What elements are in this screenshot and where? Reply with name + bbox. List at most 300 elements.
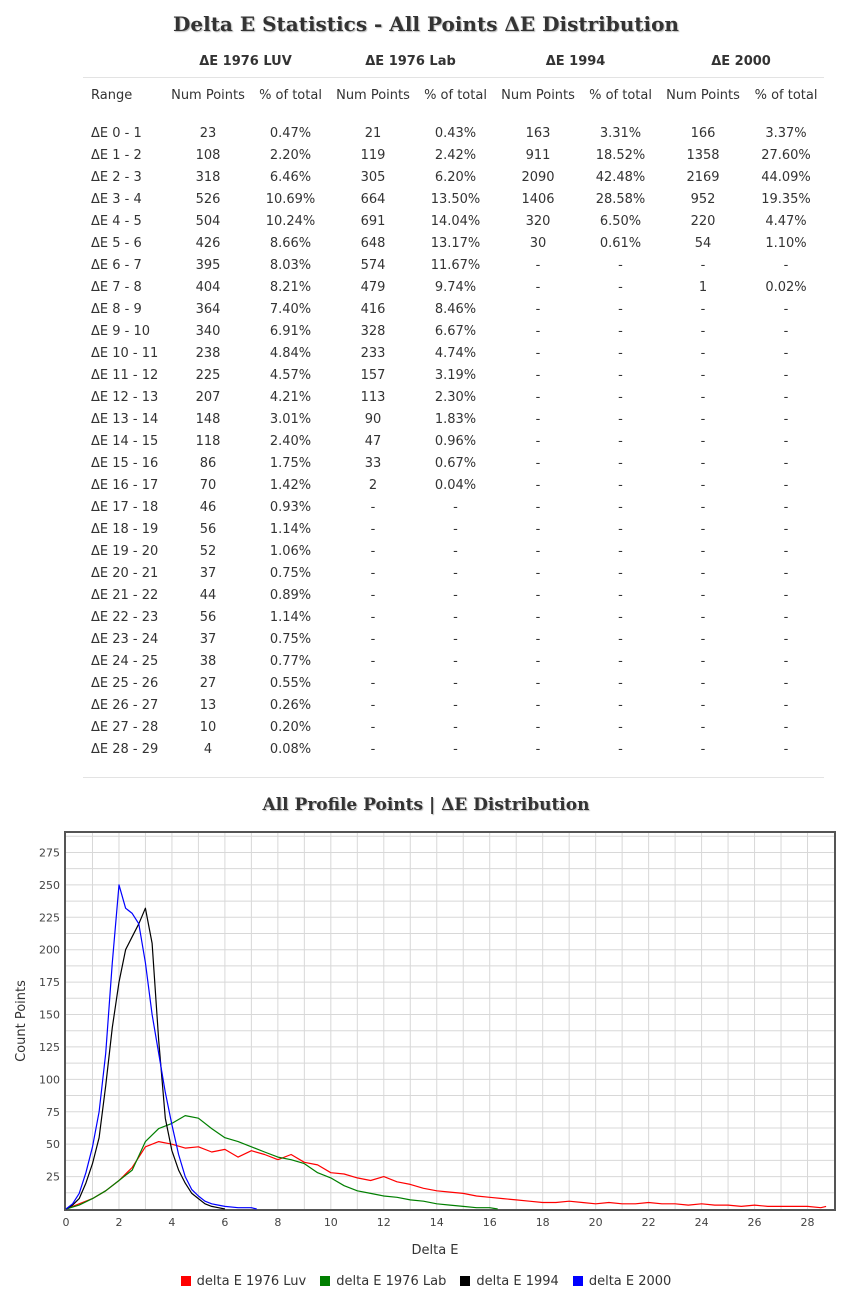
num-points-cell: 47	[364, 433, 382, 449]
num-points-cell: -	[535, 389, 541, 405]
y-tick-label: 50	[46, 1138, 60, 1152]
y-tick-label: 150	[39, 1008, 60, 1022]
num-points-cell: 2090	[521, 169, 555, 185]
num-points-header: Num Points	[501, 87, 575, 103]
pct-cell: -	[783, 675, 789, 691]
num-points-cell: 4	[203, 741, 213, 757]
pct-cell: 44.09%	[761, 169, 811, 185]
range-cell: ΔE 11 - 12	[91, 367, 159, 383]
num-points-cell: 395	[195, 257, 221, 273]
legend-label: delta E 1976 Lab	[336, 1274, 447, 1289]
group-header-1994: ΔE 1994	[493, 46, 658, 78]
chart-title: All Profile Points | ΔE Distribution	[262, 795, 590, 815]
pct-cell: 7.40%	[269, 301, 312, 317]
range-cell: ΔE 16 - 17	[91, 477, 159, 493]
pct-cell: 0.77%	[269, 653, 312, 669]
pct-cell: -	[618, 389, 623, 405]
num-points-cell: 404	[195, 279, 221, 295]
pct-cell: 0.61%	[599, 235, 642, 251]
num-points-cell: 52	[199, 543, 217, 559]
num-points-cell: 23	[199, 125, 217, 141]
range-cell: ΔE 1 - 2	[91, 147, 142, 163]
pct-cell: -	[783, 433, 789, 449]
legend-swatch	[320, 1276, 330, 1286]
pct-cell: 0.93%	[269, 499, 312, 515]
num-points-cell: 479	[360, 279, 386, 295]
spacer	[83, 112, 824, 122]
pct-cell: 2.20%	[269, 147, 312, 163]
num-points-cell: 1406	[521, 191, 555, 207]
delta-e-stats-table	[83, 46, 824, 760]
num-points-cell: -	[370, 499, 376, 515]
range-cell: ΔE 20 - 21	[91, 565, 159, 581]
pct-cell: 0.20%	[269, 719, 312, 735]
pct-cell: 19.35%	[761, 191, 811, 207]
pct-cell: -	[783, 257, 789, 273]
num-points-cell: 207	[195, 389, 221, 405]
pct-cell: -	[783, 323, 789, 339]
range-cell: ΔE 27 - 28	[91, 719, 159, 735]
pct-cell: -	[618, 609, 623, 625]
num-points-cell: 90	[364, 411, 382, 427]
pct-cell: -	[618, 543, 623, 559]
num-points-cell: 233	[360, 345, 386, 361]
num-points-cell: 108	[195, 147, 221, 163]
x-axis-label: Delta E	[411, 1243, 459, 1258]
pct-cell: -	[618, 411, 623, 427]
pct-cell: -	[618, 697, 623, 713]
num-points-cell: 416	[360, 301, 386, 317]
num-points-cell: 664	[360, 191, 386, 207]
num-points-cell: -	[700, 323, 706, 339]
table-row	[83, 694, 824, 716]
num-points-cell: 27	[199, 675, 217, 691]
num-points-cell: 37	[199, 631, 217, 647]
num-points-cell: 119	[360, 147, 386, 163]
table-row	[83, 584, 824, 606]
range-cell: ΔE 5 - 6	[91, 235, 142, 251]
num-points-cell: -	[700, 609, 706, 625]
range-cell: ΔE 21 - 22	[91, 587, 159, 603]
num-points-cell: -	[535, 257, 541, 273]
num-points-cell: -	[535, 499, 541, 515]
range-cell: ΔE 2 - 3	[91, 169, 142, 185]
pct-cell: 10.69%	[265, 191, 316, 207]
pct-cell: -	[618, 367, 623, 383]
num-points-cell: -	[535, 719, 541, 735]
num-points-cell: -	[370, 609, 376, 625]
pct-cell: 0.75%	[269, 631, 312, 647]
pct-cell: -	[783, 367, 789, 383]
pct-cell: -	[783, 301, 789, 317]
table-row	[83, 628, 824, 650]
num-points-cell: -	[700, 587, 706, 603]
num-points-cell: -	[700, 565, 706, 581]
num-points-cell: 21	[364, 125, 382, 141]
legend-label: delta E 1994	[476, 1274, 559, 1289]
pct-cell: 1.14%	[269, 609, 312, 625]
table-row	[83, 716, 824, 738]
legend-item[interactable]	[573, 1274, 672, 1289]
pct-cell: -	[783, 389, 789, 405]
num-points-cell: 504	[195, 213, 221, 229]
num-points-cell: 166	[690, 125, 716, 141]
plot-frame	[65, 832, 835, 1210]
pct-header: % of total	[754, 87, 818, 103]
pct-cell: 0.02%	[765, 279, 807, 295]
num-points-cell: -	[370, 587, 376, 603]
num-points-cell: 648	[360, 235, 386, 251]
num-points-cell: 113	[360, 389, 386, 405]
legend-label: delta E 1976 Luv	[196, 1274, 307, 1289]
range-cell: ΔE 7 - 8	[91, 279, 142, 295]
x-tick-label: 22	[641, 1216, 656, 1229]
pct-cell: 13.17%	[430, 235, 481, 251]
pct-cell: 42.48%	[595, 169, 646, 185]
pct-cell: -	[783, 697, 789, 713]
num-points-cell: 952	[690, 191, 716, 207]
pct-cell: -	[618, 719, 623, 735]
legend-item[interactable]	[181, 1274, 307, 1289]
num-points-cell: 426	[195, 235, 221, 251]
pct-cell: -	[453, 653, 458, 669]
pct-cell: 4.84%	[269, 345, 312, 361]
group-header-2000: ΔE 2000	[658, 46, 824, 78]
pct-cell: -	[783, 499, 789, 515]
pct-cell: -	[783, 587, 789, 603]
table-row	[83, 650, 824, 672]
pct-cell: -	[453, 675, 458, 691]
num-points-cell: 157	[360, 367, 386, 383]
pct-cell: 6.46%	[269, 169, 312, 185]
pct-cell: 1.42%	[269, 477, 312, 493]
range-cell: ΔE 4 - 5	[91, 213, 142, 229]
table-row	[83, 386, 824, 408]
legend-item[interactable]	[460, 1274, 559, 1289]
chart-grid	[66, 833, 834, 1209]
range-cell: ΔE 17 - 18	[91, 499, 159, 515]
pct-cell: -	[618, 345, 623, 361]
table-row	[83, 518, 824, 540]
page-title: Delta E Statistics - All Points ΔE Distribution	[173, 12, 679, 36]
legend-item[interactable]	[320, 1274, 446, 1289]
num-points-cell: -	[535, 741, 541, 757]
pct-cell: -	[453, 697, 458, 713]
num-points-cell: -	[700, 653, 706, 669]
range-cell: ΔE 12 - 13	[91, 389, 159, 405]
pct-cell: -	[618, 565, 623, 581]
num-points-cell: 10	[199, 719, 217, 735]
range-cell: ΔE 26 - 27	[91, 697, 159, 713]
pct-cell: -	[618, 675, 623, 691]
range-cell: ΔE 14 - 15	[91, 433, 159, 449]
pct-cell: 6.67%	[434, 323, 477, 339]
num-points-header: Num Points	[336, 87, 410, 103]
pct-cell: 4.74%	[434, 345, 477, 361]
pct-cell: 0.43%	[434, 125, 477, 141]
num-points-cell: -	[370, 543, 376, 559]
num-points-cell: -	[535, 279, 541, 295]
y-tick-label: 100	[39, 1073, 60, 1087]
num-points-cell: 163	[525, 125, 551, 141]
num-points-cell: 46	[199, 499, 217, 515]
pct-cell: 0.26%	[269, 697, 312, 713]
pct-cell: -	[783, 411, 789, 427]
num-points-cell: -	[535, 345, 541, 361]
table-row	[83, 298, 824, 320]
pct-cell: 1.10%	[765, 235, 807, 251]
x-tick-label: 18	[535, 1216, 550, 1229]
num-points-cell: -	[535, 301, 541, 317]
num-points-cell: 225	[195, 367, 221, 383]
pct-cell: 1.75%	[269, 455, 312, 471]
range-cell: ΔE 8 - 9	[91, 301, 142, 317]
pct-cell: -	[618, 477, 623, 493]
range-cell: ΔE 28 - 29	[91, 741, 159, 757]
pct-cell: 8.46%	[434, 301, 477, 317]
table-row	[83, 408, 824, 430]
num-points-cell: -	[535, 323, 541, 339]
pct-cell: 3.19%	[434, 367, 477, 383]
num-points-cell: -	[535, 631, 541, 647]
num-points-cell: 56	[199, 609, 217, 625]
pct-cell: -	[618, 257, 623, 273]
x-tick-label: 20	[588, 1216, 603, 1229]
num-points-cell: -	[700, 367, 706, 383]
table-row	[83, 540, 824, 562]
num-points-cell: 238	[195, 345, 221, 361]
pct-cell: -	[783, 543, 789, 559]
pct-header: % of total	[589, 87, 652, 103]
num-points-header: Num Points	[666, 87, 740, 103]
pct-cell: 27.60%	[761, 147, 811, 163]
num-points-cell: -	[535, 411, 541, 427]
num-points-cell: -	[700, 345, 706, 361]
series-line-1	[66, 1116, 498, 1209]
table-row	[83, 232, 824, 254]
num-points-cell: -	[700, 455, 706, 471]
pct-cell: -	[453, 719, 458, 735]
num-points-cell: 148	[195, 411, 221, 427]
table-row	[83, 606, 824, 628]
num-points-cell: -	[535, 675, 541, 691]
pct-cell: 2.40%	[269, 433, 312, 449]
pct-cell: 14.04%	[430, 213, 481, 229]
y-tick-label: 25	[46, 1170, 60, 1184]
group-header-luv: ΔE 1976 LUV	[163, 46, 328, 78]
num-points-cell: 37	[199, 565, 217, 581]
pct-cell: -	[783, 719, 789, 735]
pct-cell: 3.37%	[765, 125, 807, 141]
pct-cell: 8.03%	[269, 257, 312, 273]
num-points-cell: -	[700, 719, 706, 735]
pct-cell: -	[618, 433, 623, 449]
x-tick-label: 16	[482, 1216, 497, 1229]
num-points-cell: -	[370, 741, 376, 757]
num-points-cell: -	[700, 257, 706, 273]
table-row	[83, 430, 824, 452]
num-points-cell: 38	[199, 653, 217, 669]
pct-cell: -	[783, 653, 789, 669]
num-points-cell: -	[370, 565, 376, 581]
pct-cell: 3.01%	[269, 411, 312, 427]
pct-cell: 8.21%	[269, 279, 312, 295]
num-points-cell: -	[700, 433, 706, 449]
x-tick-label: 6	[221, 1216, 229, 1229]
range-cell: ΔE 22 - 23	[91, 609, 159, 625]
table-divider	[83, 777, 824, 778]
num-points-cell: 526	[195, 191, 221, 207]
pct-cell: 1.06%	[269, 543, 312, 559]
pct-cell: -	[453, 499, 458, 515]
pct-cell: -	[618, 521, 623, 537]
pct-cell: 0.67%	[434, 455, 477, 471]
pct-cell: 1.83%	[434, 411, 477, 427]
num-points-cell: 328	[360, 323, 386, 339]
num-points-cell: -	[535, 697, 541, 713]
table-row	[83, 320, 824, 342]
num-points-cell: -	[535, 521, 541, 537]
num-points-cell: 305	[360, 169, 386, 185]
pct-cell: -	[618, 653, 623, 669]
pct-cell: 4.21%	[269, 389, 312, 405]
num-points-cell: 1	[698, 279, 708, 295]
pct-cell: 11.67%	[430, 257, 481, 273]
num-points-cell: 70	[199, 477, 217, 493]
series-line-0	[66, 1142, 826, 1209]
pct-header: % of total	[259, 87, 322, 103]
group-header-empty	[83, 46, 163, 78]
pct-cell: -	[618, 587, 623, 603]
num-points-cell: -	[700, 477, 706, 493]
legend-label: delta E 2000	[588, 1274, 672, 1289]
legend-swatch	[181, 1276, 191, 1286]
pct-cell: -	[618, 499, 623, 515]
num-points-cell: -	[535, 433, 541, 449]
num-points-cell: -	[700, 631, 706, 647]
pct-cell: 10.24%	[265, 213, 316, 229]
num-points-cell: 318	[195, 169, 221, 185]
num-points-cell: -	[370, 631, 376, 647]
range-cell: ΔE 15 - 16	[91, 455, 159, 471]
table-row	[83, 672, 824, 694]
pct-cell: 0.04%	[434, 477, 477, 493]
pct-cell: -	[783, 631, 789, 647]
num-points-cell: -	[700, 543, 706, 559]
pct-cell: 0.96%	[434, 433, 477, 449]
pct-cell: 0.55%	[269, 675, 312, 691]
x-tick-label: 10	[323, 1216, 338, 1229]
chart-ticks	[39, 846, 815, 1229]
num-points-cell: -	[535, 565, 541, 581]
num-points-cell: 56	[199, 521, 217, 537]
range-cell: ΔE 24 - 25	[91, 653, 159, 669]
pct-cell: -	[453, 631, 458, 647]
num-points-cell: -	[370, 653, 376, 669]
num-points-cell: 320	[525, 213, 551, 229]
pct-cell: 4.57%	[269, 367, 312, 383]
pct-cell: 18.52%	[595, 147, 646, 163]
legend-swatch	[460, 1276, 470, 1286]
range-cell: ΔE 25 - 26	[91, 675, 159, 691]
pct-cell: 1.14%	[269, 521, 312, 537]
range-cell: ΔE 18 - 19	[91, 521, 159, 537]
num-points-cell: -	[700, 697, 706, 713]
pct-cell: 2.42%	[434, 147, 477, 163]
pct-cell: -	[783, 741, 789, 757]
range-cell: ΔE 13 - 14	[91, 411, 159, 427]
num-points-cell: -	[370, 675, 376, 691]
num-points-cell: 30	[529, 235, 547, 251]
pct-cell: -	[453, 565, 458, 581]
range-cell: ΔE 3 - 4	[91, 191, 142, 207]
table-row	[83, 254, 824, 276]
table-row	[83, 474, 824, 496]
num-points-cell: -	[535, 477, 541, 493]
y-axis-label: Count Points	[14, 980, 29, 1062]
pct-cell: -	[618, 279, 623, 295]
range-column-header: Range	[91, 87, 133, 103]
num-points-cell: 911	[525, 147, 551, 163]
num-points-cell: 33	[364, 455, 382, 471]
pct-cell: 6.50%	[599, 213, 642, 229]
num-points-cell: 44	[199, 587, 217, 603]
pct-cell: -	[618, 631, 623, 647]
table-row	[83, 496, 824, 518]
pct-cell: -	[783, 477, 789, 493]
num-points-cell: 54	[694, 235, 712, 251]
num-points-cell: 13	[199, 697, 217, 713]
table-row	[83, 452, 824, 474]
x-tick-label: 0	[62, 1216, 70, 1229]
table-row	[83, 166, 824, 188]
range-cell: ΔE 19 - 20	[91, 543, 159, 559]
pct-cell: -	[618, 323, 623, 339]
x-tick-label: 4	[168, 1216, 176, 1229]
num-points-cell: 364	[195, 301, 221, 317]
table-row	[83, 562, 824, 584]
num-points-cell: 574	[360, 257, 386, 273]
num-points-cell: 1358	[686, 147, 720, 163]
pct-cell: -	[783, 521, 789, 537]
pct-cell: -	[618, 741, 623, 757]
num-points-cell: -	[535, 587, 541, 603]
num-points-cell: -	[535, 455, 541, 471]
pct-cell: -	[453, 543, 458, 559]
num-points-cell: -	[700, 499, 706, 515]
num-points-cell: -	[370, 521, 376, 537]
range-cell: ΔE 6 - 7	[91, 257, 142, 273]
chart-legend	[0, 1274, 852, 1289]
pct-cell: 4.47%	[765, 213, 807, 229]
num-points-cell: -	[700, 741, 706, 757]
num-points-cell: -	[700, 301, 706, 317]
table-row	[83, 122, 824, 144]
x-tick-label: 28	[800, 1216, 815, 1229]
num-points-cell: -	[535, 543, 541, 559]
pct-cell: -	[783, 609, 789, 625]
pct-header: % of total	[424, 87, 487, 103]
num-points-cell: -	[700, 389, 706, 405]
num-points-cell: 220	[690, 213, 716, 229]
pct-cell: -	[783, 455, 789, 471]
num-points-cell: -	[535, 653, 541, 669]
x-tick-label: 2	[115, 1216, 123, 1229]
num-points-header: Num Points	[171, 87, 245, 103]
y-tick-label: 250	[39, 878, 60, 892]
pct-cell: 0.89%	[269, 587, 312, 603]
y-tick-label: 125	[39, 1040, 60, 1054]
